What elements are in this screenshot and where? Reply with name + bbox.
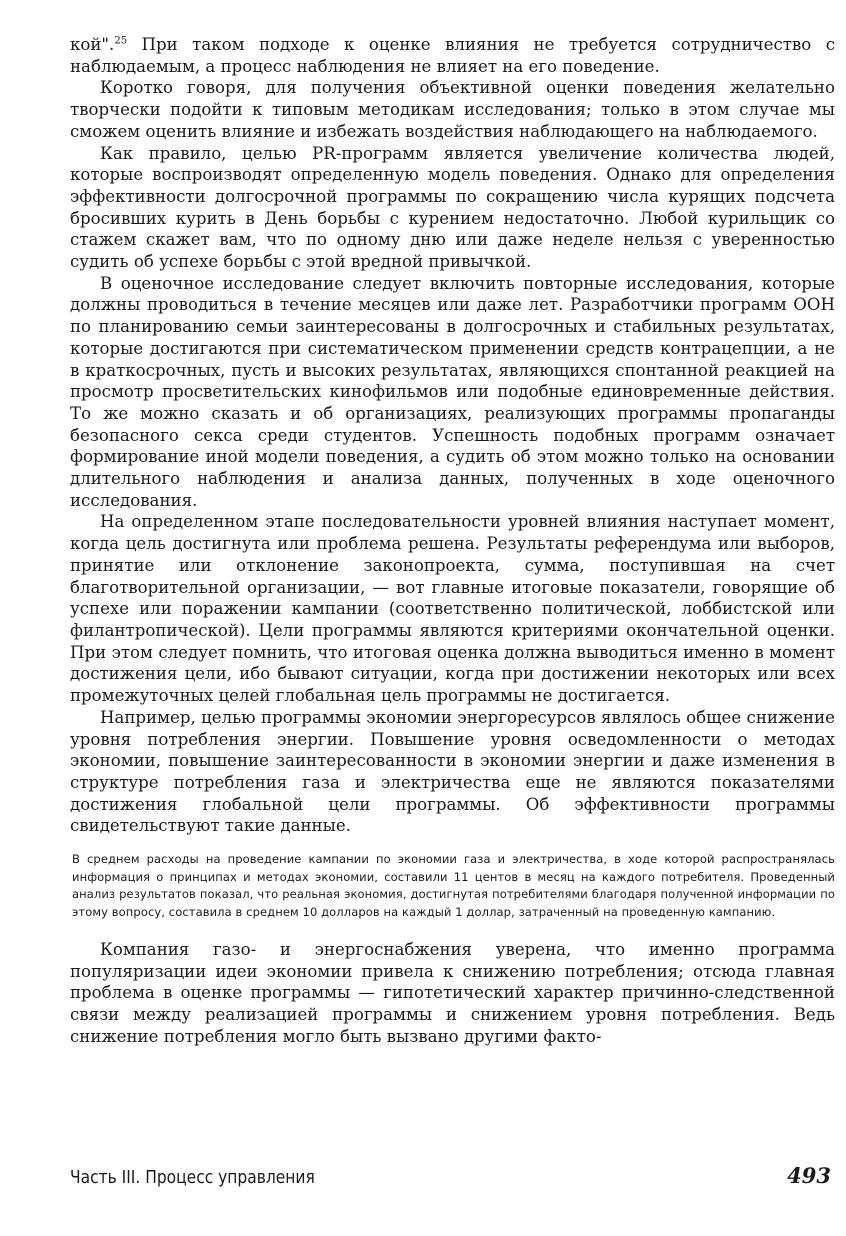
page-content [70,34,835,1048]
paragraph: На определенном этапе последовательности уровней влияния наступает момент, когда цель достигнута или проблема решена. Результаты референдума или выборов, принятие или отклонение законопроекта, сумма, поступившая на счет благотворительной организации, — вот главные итоговые показатели, говорящие об успехе или поражении кампании (соответственно политической, лоббистской или филантропической). Цели программы являются критериями окончательной оценки. При этом следует помнить, что итоговая оценка должна выводиться именно в момент достижения цели, ибо бывают ситуации, когда при достижении некоторых или всех промежуточных целей глобальная цель программы не достигается. [70,512,835,706]
paragraph: Коротко говоря, для получения объективной оценки поведения желательно творчески подойти к типовым методикам исследования; только в этом случае мы сможем оценить влияние и избежать воздействия наблюдающего на наблюдаемого. [70,78,835,141]
closing-paragraph: Компания газо- и энергоснабжения уверена, что именно программа популяризации идеи экономии привела к снижению потребления; отсюда главная проблема в оценке программы — гипотетический характер причинно-следственной связи между реализацией программы и снижением уровня потребления. Ведь снижение потребления могло быть вызвано другими факто- [70,940,835,1046]
page-footer [70,1163,835,1193]
paragraph: Как правило, целью PR-программ является увеличение количества людей, которые воспроизводят определенную модель поведения. Однако для определения эффективности долгосрочной программы по сокращению числа курящих подсчета бросивших курить в День борьбы с курением недостаточно. Любой курильщик со стажем скажет вам, что по одному дню или даже неделе нельзя с уверенностью судить об успехе борьбы с этой вредной привычкой. [70,143,835,272]
paragraph: Например, целью программы экономии энергоресурсов являлось общее снижение уровня потребления энергии. Повышение уровня осведомленности о методах экономии, повышение заинтересованности в экономии энергии и даже изменения в структуре потребления газа и электричества еще не являются показателями достижения глобальной цели программы. Об эффективности программы свидетельствуют такие данные. [70,707,835,836]
paragraph: В оценочное исследование следует включить повторные исследования, которые должны проводиться в течение месяцев или даже лет. Разработчики программ ООН по планированию семьи заинтересованы в долгосрочных и стабильных результатах, которые достигаются при систематическом применении средств контрацепции, а не в краткосрочных, пусть и высоких результатах, являющихся спонтанной реакцией на просмотр просветительских кинофильмов или подобные единовременные действия. То же можно сказать и об организациях, реализующих программы пропаганды безопасного секса среди студентов. Успешность подобных программ означает формирование иной модели поведения, а судить об этом можно только на основании длительного наблюдения и анализа данных, полученных в ходе оценочного исследования. [70,273,835,510]
footnote-reference: 25 [114,35,128,47]
paragraph-start-text: кой". [70,35,115,54]
paragraph-continuation [70,34,835,77]
example-block: В среднем расходы на проведение кампании по экономии газа и электричества, в ходе которой распространялась информация о принципах и методах экономии, составили 11 центов в месяц на каждого потребителя. Проведенный анализ результатов показал, что реальная экономия, достигнутая потребителями благодаря полученной информации по этому вопросу, составила в среднем 10 долларов на каждый 1 доллар, затраченный на проведенную кампанию. [72,852,835,919]
section-title: Часть III. Процесс управления [70,1167,315,1188]
page-number: 493 [787,1163,831,1188]
paragraph-rest-text: При таком подходе к оценке влияния не требуется сотрудничество с наблюдаемым, а процесс наблюдения не влияет на его поведение. [70,35,835,76]
